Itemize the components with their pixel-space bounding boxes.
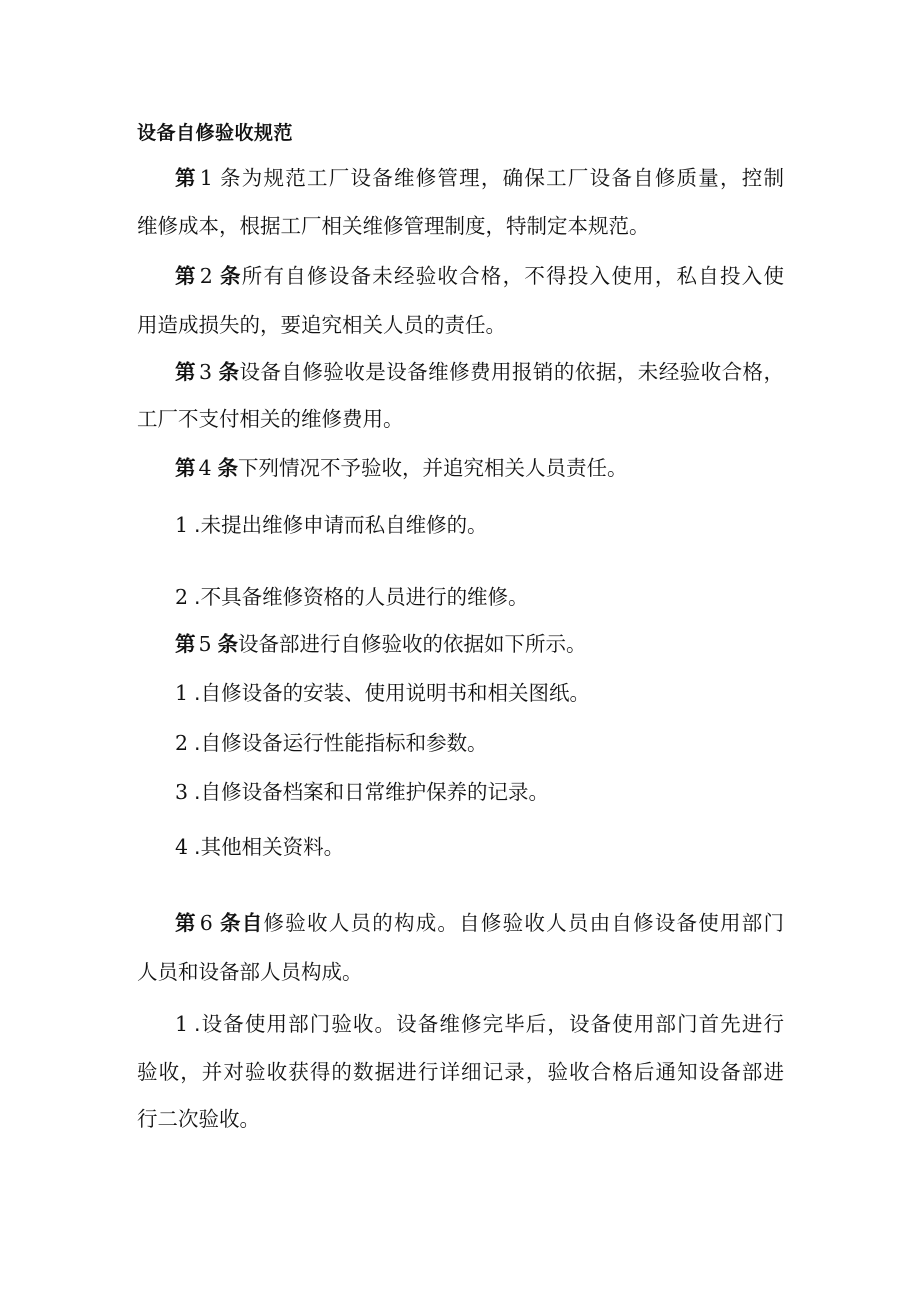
article-1-label: 第 [175,166,197,190]
article-3-text-1: 设备自修验收是设备维修费用报销的依据，未经验收合格， [239,360,785,384]
article-5-item-2-number: 2 [175,731,189,755]
article-2-tail: 条 [218,264,242,288]
article-6-item-1-line-1 [175,1014,784,1035]
article-5-item-4-text: .其他相关资料。 [194,835,345,859]
article-3-tail: 条 [218,360,240,384]
article-2-number: 2 [199,264,213,288]
article-6-item-1-text-1: .设备使用部门验收。设备维修完毕后，设备使用部门首先进行 [194,1012,784,1036]
article-6-tail: 条自 [218,911,264,935]
article-5-text-1: 设备部进行自修验收的依据如下所示。 [238,632,587,656]
article-1-line-1 [175,168,784,189]
article-4-item-2 [175,587,529,608]
article-4-text-1: 下列情况不予验收，并追究相关人员责任。 [238,456,628,480]
article-3-line-1 [175,362,784,383]
article-6-line-2: 人员和设备部人员构成。 [137,960,363,984]
article-6-item-1-line-3: 行二次验收。 [137,1107,260,1131]
article-6-label: 第 [175,911,197,935]
article-6-item-1-line-2 [137,1062,784,1083]
article-1-line-2: 维修成本，根据工厂相关维修管理制度，特制定本规范。 [137,214,650,238]
article-5-item-3-text: .自修设备档案和日常维护保养的记录。 [194,780,550,804]
article-4-item-1 [175,515,488,536]
article-5-label: 第 [175,632,196,656]
article-1-number: 1 [199,166,213,190]
article-5-item-3 [175,782,549,803]
article-5-item-3-number: 3 [175,780,189,804]
article-6-item-1-number: 1 [175,1012,189,1036]
article-4-tail: 条 [217,456,239,480]
article-4-line-1 [175,458,628,479]
article-4-label: 第 [175,456,196,480]
article-4-number: 4 [198,456,212,480]
article-5-line-1 [175,634,587,655]
article-4-item-1-text: .未提出维修申请而私自维修的。 [194,513,488,537]
article-2-line-1 [175,266,784,287]
page-title: 设备自修验收规范 [137,122,294,144]
article-4-item-1-number: 1 [175,513,189,537]
article-4-item-2-number: 2 [175,585,189,609]
article-5-item-1-number: 1 [175,681,189,705]
article-1-text-1: 为规范工厂设备维修管理，确保工厂设备自修质量，控制 [241,166,785,190]
article-5-item-4 [175,837,344,858]
article-5-item-4-number: 4 [175,835,189,859]
article-3-label: 第 [175,360,196,384]
article-5-tail: 条 [217,632,239,656]
article-2-line-2: 用造成损失的，要追究相关人员的责任。 [137,313,506,337]
article-6-number: 6 [199,911,213,935]
article-2-text-1: 所有自修设备未经验收合格，不得投入使用，私自投入使 [241,264,785,288]
article-6-line-1 [175,913,784,934]
article-5-item-1-text: .自修设备的安装、使用说明书和相关图纸。 [194,681,591,705]
article-2-label: 第 [175,264,197,288]
article-5-item-1 [175,683,590,704]
article-5-item-2-text: .自修设备运行性能指标和参数。 [194,731,488,755]
article-3-line-2: 工厂不支付相关的维修费用。 [137,407,404,431]
article-5-item-2 [175,733,488,754]
article-6-text-1: 修验收人员的构成。自修验收人员由自修设备使用部门 [263,911,785,935]
article-5-number: 5 [198,632,212,656]
article-3-number: 3 [198,360,213,384]
article-1-tail: 条 [218,166,242,190]
article-4-item-2-text: .不具备维修资格的人员进行的维修。 [194,585,529,609]
article-6-item-1-text-2: 验收，并对验收获得的数据进行详细记录，验收合格后通知设备部进 [137,1060,784,1084]
